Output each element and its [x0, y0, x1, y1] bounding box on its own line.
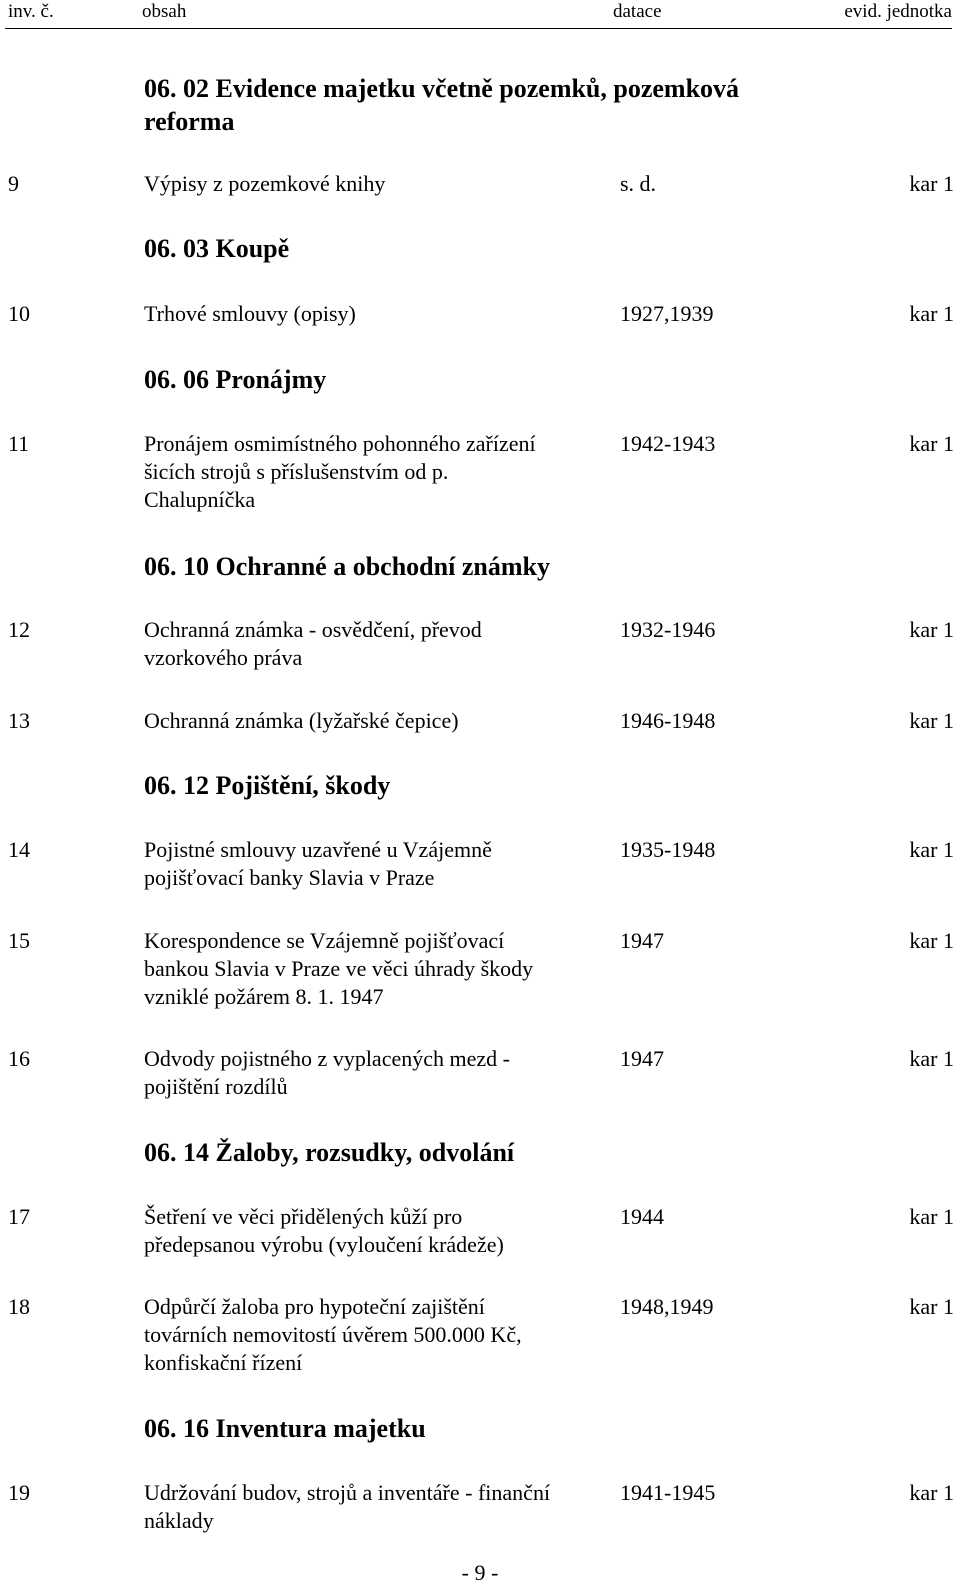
column-header — [5, 0, 952, 29]
row-unit: kar 1 — [909, 301, 954, 326]
row-unit: kar 1 — [909, 928, 954, 953]
row-content — [144, 1045, 614, 1101]
content-line: Chalupníčka — [144, 487, 256, 512]
row-content — [144, 707, 614, 735]
section-heading — [144, 232, 289, 265]
inventory-number: 11 — [8, 431, 30, 456]
row-date: 1947 — [620, 928, 664, 953]
section-heading-line: 06. 10 Ochranné a obchodní známky — [144, 552, 550, 581]
row-date: 1942-1943 — [620, 431, 716, 456]
content-line: továrních nemovitostí úvěrem 500.000 Kč, — [144, 1322, 522, 1347]
content-line: Ochranná známka (lyžařské čepice) — [144, 708, 459, 733]
section-heading — [144, 1136, 514, 1169]
row-content — [144, 1293, 614, 1377]
inventory-number: 15 — [8, 928, 30, 953]
inventory-number: 17 — [8, 1204, 30, 1229]
content-line: pojišťovací banky Slavia v Praze — [144, 865, 435, 890]
row-date: s. d. — [620, 171, 657, 196]
content-line: Výpisy z pozemkové knihy — [144, 171, 386, 196]
row-unit: kar 1 — [909, 1294, 954, 1319]
row-date: 1941-1945 — [620, 1480, 716, 1505]
section-heading-line: 06. 16 Inventura majetku — [144, 1414, 426, 1443]
section-heading — [144, 72, 739, 138]
row-content — [144, 616, 614, 672]
row-unit: kar 1 — [909, 171, 954, 196]
row-date: 1935-1948 — [620, 837, 716, 862]
header-evid-jednotka: evid. jednotka — [844, 1, 952, 22]
content-line: Šetření ve věci přidělených kůží pro — [144, 1204, 463, 1229]
header-datace: datace — [613, 1, 662, 22]
section-heading-line: 06. 14 Žaloby, rozsudky, odvolání — [144, 1138, 515, 1167]
content-line: vzorkového práva — [144, 645, 303, 670]
content-line: Pronájem osmimístného pohonného zařízení — [144, 431, 536, 456]
section-heading — [144, 1412, 426, 1445]
row-content — [144, 836, 614, 892]
row-unit: kar 1 — [909, 1046, 954, 1071]
section-heading-line: reforma — [144, 107, 235, 136]
inventory-number: 12 — [8, 617, 30, 642]
content-line: Pojistné smlouvy uzavřené u Vzájemně — [144, 837, 492, 862]
section-heading-line: 06. 12 Pojištění, škody — [144, 771, 391, 800]
header-obsah: obsah — [142, 1, 187, 22]
row-content — [144, 170, 614, 198]
row-date: 1927,1939 — [620, 301, 714, 326]
section-heading-line: 06. 02 Evidence majetku včetně pozemků, pozemková — [144, 74, 740, 103]
row-date: 1946-1948 — [620, 708, 716, 733]
row-unit: kar 1 — [909, 617, 954, 642]
content-line: Trhové smlouvy (opisy) — [144, 301, 356, 326]
row-content — [144, 430, 614, 514]
content-line: pojištění rozdílů — [144, 1074, 288, 1099]
row-content — [144, 1479, 614, 1535]
row-content — [144, 927, 614, 1011]
content-line: Korespondence se Vzájemně pojišťovací — [144, 928, 505, 953]
content-line: Odvody pojistného z vyplacených mezd - — [144, 1046, 510, 1071]
row-unit: kar 1 — [909, 431, 954, 456]
row-unit: kar 1 — [909, 708, 954, 733]
row-date: 1932-1946 — [620, 617, 716, 642]
content-line: Udržování budov, strojů a inventáře - finanční — [144, 1480, 551, 1505]
row-unit: kar 1 — [909, 1204, 954, 1229]
section-heading — [144, 769, 390, 802]
inventory-number: 9 — [8, 171, 19, 196]
header-inv-cislo: inv. č. — [8, 1, 54, 22]
inventory-number: 16 — [8, 1046, 30, 1071]
content-line: náklady — [144, 1508, 214, 1533]
inventory-number: 13 — [8, 708, 30, 733]
inventory-number: 18 — [8, 1294, 30, 1319]
row-content — [144, 1203, 614, 1259]
row-date: 1944 — [620, 1204, 664, 1229]
row-unit: kar 1 — [909, 1480, 954, 1505]
row-date: 1947 — [620, 1046, 664, 1071]
section-heading-line: 06. 03 Koupě — [144, 234, 290, 263]
inventory-number: 19 — [8, 1480, 30, 1505]
row-date: 1948,1949 — [620, 1294, 714, 1319]
content-line: Ochranná známka - osvědčení, převod — [144, 617, 482, 642]
section-heading-line: 06. 06 Pronájmy — [144, 365, 327, 394]
content-line: vzniklé požárem 8. 1. 1947 — [144, 984, 384, 1009]
row-content — [144, 300, 614, 328]
page-number: - 9 - — [461, 1560, 499, 1585]
section-heading — [144, 363, 326, 396]
content-line: bankou Slavia v Praze ve věci úhrady škody — [144, 956, 534, 981]
inventory-number: 14 — [8, 837, 30, 862]
row-unit: kar 1 — [909, 837, 954, 862]
content-line: konfiskační řízení — [144, 1350, 303, 1375]
inventory-number: 10 — [8, 301, 30, 326]
content-line: šicích strojů s příslušenstvím od p. — [144, 459, 449, 484]
content-line: předepsanou výrobu (vyloučení krádeže) — [144, 1232, 504, 1257]
section-heading — [144, 550, 550, 583]
content-line: Odpůrčí žaloba pro hypoteční zajištění — [144, 1294, 485, 1319]
